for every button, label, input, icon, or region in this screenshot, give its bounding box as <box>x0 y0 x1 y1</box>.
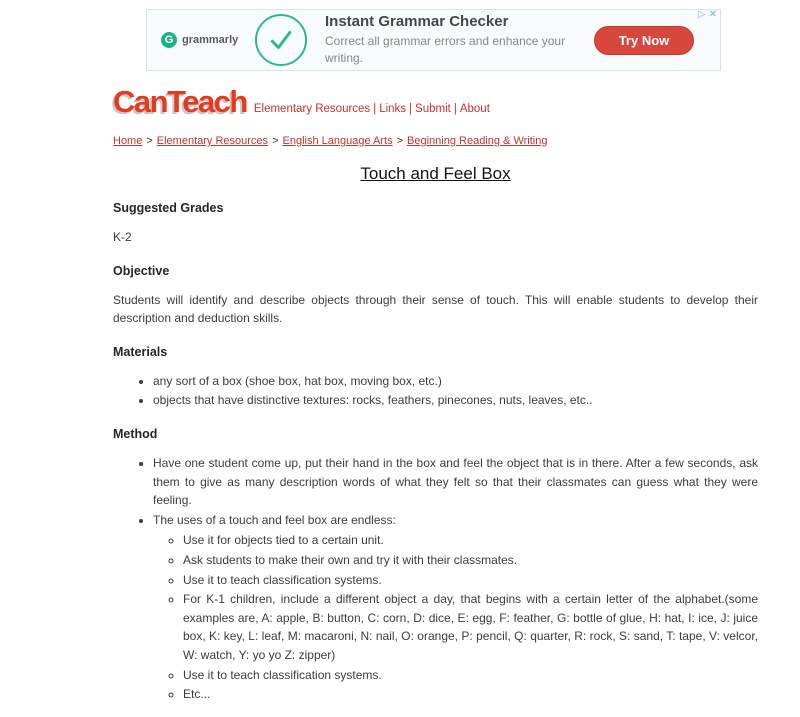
nav-separator: | <box>373 103 377 115</box>
list-item: • Have one student come up, put their hand in the box and feel the object that is in there. After a few seconds, ask them to give as many description words of what they felt so that their classmates can guess what they were feeling. <box>153 454 758 510</box>
materials-list <box>113 372 758 410</box>
heading-suggested-grades: Suggested Grades <box>113 201 224 215</box>
breadcrumb <box>113 135 758 147</box>
ad-banner[interactable] <box>146 9 721 71</box>
nav-link-elementary-resources[interactable]: Elementary Resources <box>253 103 371 115</box>
breadcrumb-link-home[interactable]: Home <box>113 135 143 147</box>
advertiser-name: grammarly <box>182 34 239 46</box>
try-now-button[interactable]: Try Now <box>594 26 694 55</box>
ad-close-icon[interactable]: ✕ <box>708 9 717 20</box>
nav-separator: | <box>453 103 457 115</box>
heading-objective: Objective <box>113 263 170 278</box>
list-item: ◦ Ask students to make their own and try it with their classmates. <box>183 551 758 570</box>
list-item: ◦ Use it to teach classification systems. <box>183 666 758 685</box>
nav-link-about[interactable]: About <box>459 103 490 115</box>
list-item: • any sort of a box (shoe box, hat box, moving box, etc.) <box>153 372 758 391</box>
objective-text: Students will identify and describe objects through their sense of touch. This will enable students to develop their description and deduction skills. <box>113 292 758 326</box>
nav-separator: | <box>409 103 413 115</box>
list-item: ◦ For K-1 children, include a different object a day, that begins with a certain letter of the alphabet.(some examples are, A: apple, B: button, C: corn, D: dice, E: egg, F: feather, G: bottle of glue, H: hat, I: ice, J: juice box, K: key, L: leaf, M: macaroni, N: nail, O: orange, P: pencil, Q: quarter, R: rock, S: sand, T: tape, V: velcor, W: watch, Y: yo yo Z: zipper) <box>183 590 758 664</box>
heading-materials: Materials <box>113 344 168 359</box>
method-sublist <box>153 531 758 703</box>
adchoices-icon[interactable]: ▷ <box>697 9 706 20</box>
list-item: ◦ Use it to teach classification systems. <box>183 571 758 590</box>
heading-method: Method <box>113 426 158 441</box>
list-item-text: The uses of a touch and feel box are endless: <box>153 512 396 527</box>
ad-description: Correct all grammar errors and enhance your writing. <box>325 33 566 65</box>
site-header <box>113 86 758 117</box>
top-nav <box>254 103 490 117</box>
breadcrumb-separator: > <box>146 135 153 147</box>
suggested-grades-value: K-2 <box>113 230 132 244</box>
checkmark-icon <box>266 25 296 55</box>
ad-headline: Instant Grammar Checker <box>325 12 509 30</box>
list-item: ◦ Etc... <box>183 685 758 704</box>
list-item <box>153 511 758 704</box>
page-title: Touch and Feel Box <box>360 164 511 183</box>
method-list <box>113 454 758 704</box>
breadcrumb-separator: > <box>396 135 404 147</box>
nav-link-submit[interactable]: Submit <box>415 103 451 115</box>
list-item: ◦ Use it for objects tied to a certain unit. <box>183 531 758 550</box>
ad-controls <box>698 10 717 20</box>
site-logo[interactable]: CanTeach <box>113 84 247 119</box>
advertiser-branding <box>147 32 255 48</box>
page-content <box>113 86 758 717</box>
ad-copy <box>325 13 587 68</box>
breadcrumb-link-elementary-resources[interactable]: Elementary Resources <box>156 135 269 147</box>
checkmark-circle-icon <box>255 14 307 66</box>
breadcrumb-separator: > <box>272 135 279 147</box>
breadcrumb-link-beginning-reading-writing[interactable]: Beginning Reading & Writing <box>407 135 548 147</box>
nav-link-links[interactable]: Links <box>379 103 407 115</box>
breadcrumb-link-english-language-arts[interactable]: English Language Arts <box>282 135 393 147</box>
list-item: • objects that have distinctive textures: rocks, feathers, pinecones, nuts, leaves, etc.. <box>153 391 758 410</box>
grammarly-logo-icon: G <box>161 32 177 48</box>
